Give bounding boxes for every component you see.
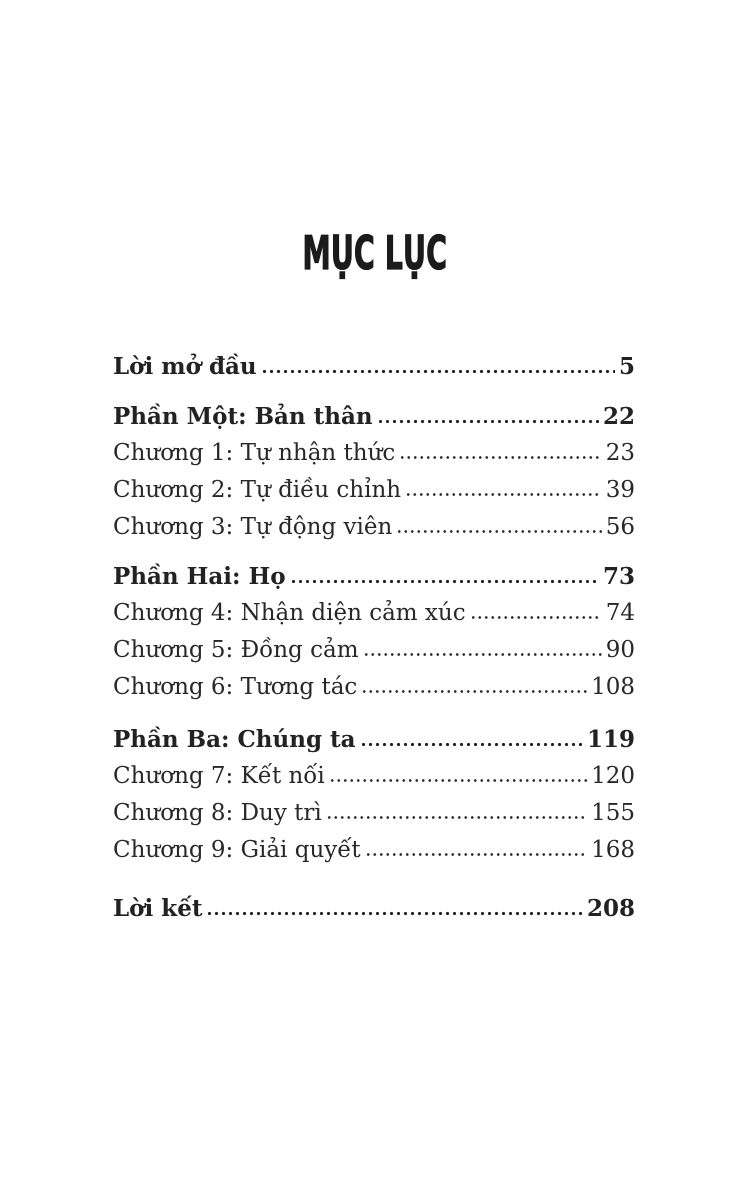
toc-entry bbox=[113, 595, 635, 632]
dot-leader bbox=[377, 419, 599, 424]
toc-entry-page: 119 bbox=[586, 726, 635, 753]
dot-leader bbox=[396, 529, 601, 534]
toc-entry bbox=[113, 758, 635, 795]
dot-leader bbox=[470, 615, 602, 620]
toc-entry-page: 108 bbox=[591, 674, 635, 700]
toc-entry bbox=[113, 348, 635, 385]
toc-entry-page: 168 bbox=[591, 837, 635, 863]
toc-entry-label: Chương 8: Duy trì bbox=[113, 800, 322, 826]
toc-entry-label: Lời mở đầu bbox=[113, 353, 257, 380]
toc-entry-label: Chương 9: Giải quyết bbox=[113, 837, 361, 863]
toc-entry bbox=[113, 398, 635, 435]
dot-leader bbox=[405, 492, 602, 497]
toc-entry-label: Phần Ba: Chúng ta bbox=[113, 726, 356, 753]
toc-entry-label: Chương 3: Tự động viên bbox=[113, 514, 393, 540]
toc-entry-label: Chương 5: Đồng cảm bbox=[113, 637, 359, 663]
toc-entry-page: 155 bbox=[591, 800, 635, 826]
dot-leader bbox=[361, 689, 587, 694]
toc-entry-label: Chương 1: Tự nhận thức bbox=[113, 440, 396, 466]
toc-entry-label: Chương 4: Nhận diện cảm xúc bbox=[113, 600, 466, 626]
toc-entry-page: 22 bbox=[602, 403, 635, 430]
toc-entry-label: Chương 2: Tự điều chỉnh bbox=[113, 477, 402, 503]
toc-entry bbox=[113, 669, 635, 706]
toc-entry-label: Chương 7: Kết nối bbox=[113, 763, 325, 789]
toc-entry-page: 23 bbox=[605, 440, 635, 466]
toc-entry-label: Lời kết bbox=[113, 895, 203, 922]
toc-entry bbox=[113, 509, 635, 546]
toc-entry bbox=[113, 558, 635, 595]
page-title bbox=[0, 228, 749, 279]
toc-entry-label: Phần Một: Bản thân bbox=[113, 403, 373, 430]
toc-entry bbox=[113, 795, 635, 832]
toc-entry-page: 90 bbox=[605, 637, 635, 663]
table-of-contents bbox=[113, 348, 635, 927]
toc-entry bbox=[113, 632, 635, 669]
toc-entry bbox=[113, 890, 635, 927]
page-title-text: MỤC LỤC bbox=[302, 226, 447, 280]
toc-entry-label: Chương 6: Tương tác bbox=[113, 674, 358, 700]
toc-entry bbox=[113, 472, 635, 509]
toc-entry-page: 73 bbox=[602, 563, 635, 590]
toc-entry bbox=[113, 435, 635, 472]
toc-entry-page: 208 bbox=[586, 895, 635, 922]
dot-leader bbox=[329, 778, 587, 783]
toc-entry-page: 74 bbox=[605, 600, 635, 626]
dot-leader bbox=[206, 911, 583, 916]
toc-entry-page: 39 bbox=[605, 477, 635, 503]
dot-leader bbox=[290, 579, 599, 584]
dot-leader bbox=[365, 852, 587, 857]
toc-entry-page: 5 bbox=[618, 353, 635, 380]
dot-leader bbox=[261, 369, 615, 374]
toc-entry-label: Phần Hai: Họ bbox=[113, 563, 286, 590]
toc-entry-page: 56 bbox=[605, 514, 635, 540]
dot-leader bbox=[326, 815, 587, 820]
dot-leader bbox=[399, 455, 601, 460]
dot-leader bbox=[363, 652, 602, 657]
toc-entry bbox=[113, 721, 635, 758]
dot-leader bbox=[360, 742, 583, 747]
toc-entry-page: 120 bbox=[591, 763, 635, 789]
toc-entry bbox=[113, 832, 635, 869]
